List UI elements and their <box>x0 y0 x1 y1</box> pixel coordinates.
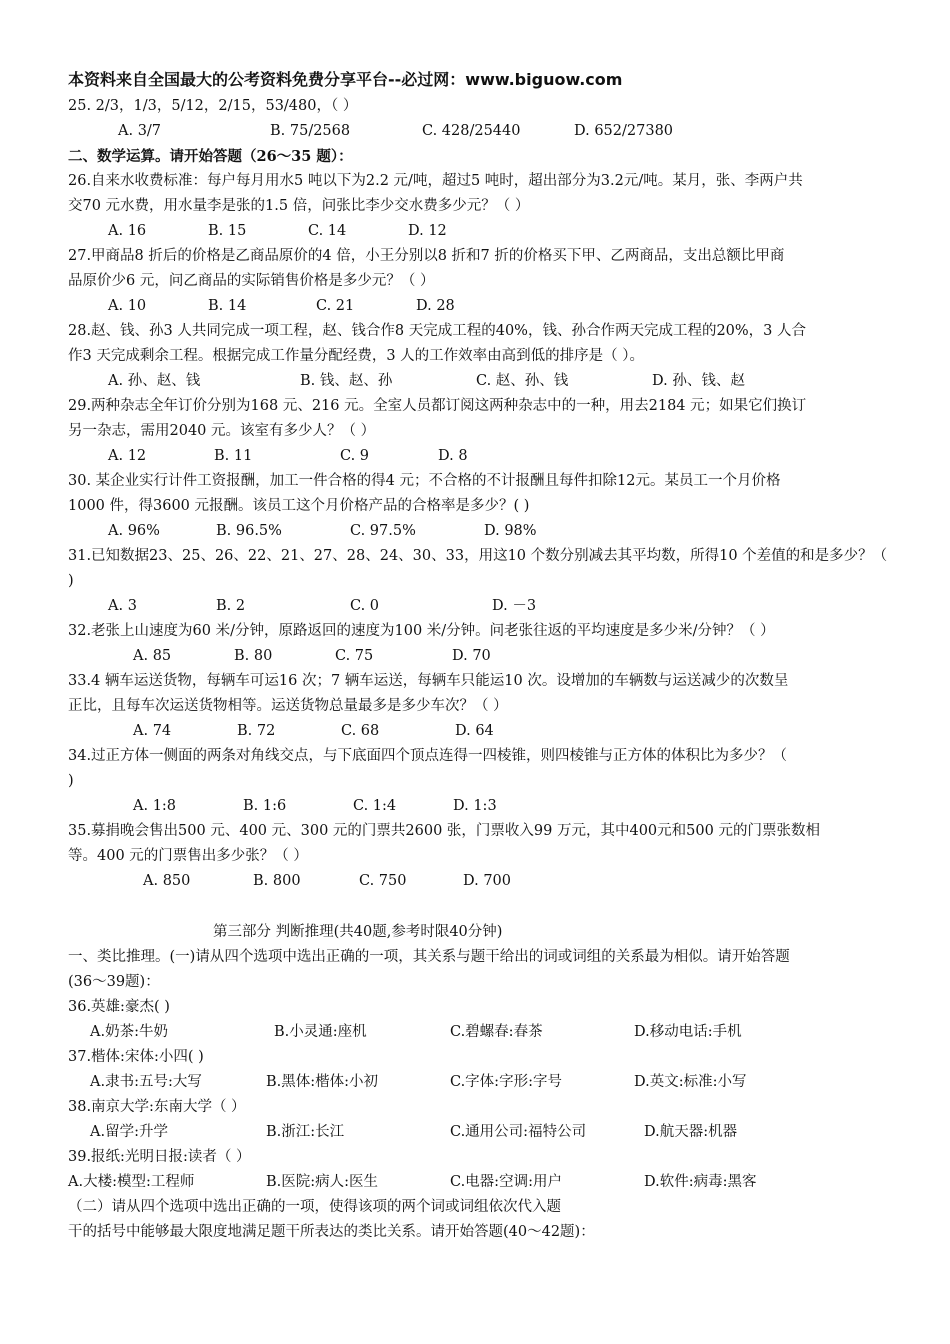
option-d: D. 孙、钱、赵 <box>652 373 745 389</box>
question-31-options <box>68 594 888 619</box>
option-d: D.移动电话:手机 <box>634 1024 742 1040</box>
option-a: A. 850 <box>143 873 191 889</box>
question-33-options <box>68 719 888 744</box>
option-a: A.留学:升学 <box>90 1124 168 1140</box>
option-b: B. 钱、赵、孙 <box>300 373 393 389</box>
option-a: A. 3 <box>108 598 137 614</box>
question-31-line-1: 31.已知数据23、25、26、22、21、27、28、24、30、33，用这10 个数分别减去其平均数，所得10 个差值的和是多少？（ <box>68 548 888 564</box>
option-a: A. 3/7 <box>118 123 162 139</box>
question-32-line-1: 32.老张上山速度为60 米/分钟，原路返回的速度为100 米/分钟。问老张往返的平均速度是多少米/分钟？（ ） <box>68 623 775 639</box>
option-d: D.软件:病毒:黑客 <box>644 1174 757 1190</box>
question-27-line-1: 27.甲商品8 折后的价格是乙商品原价的4 倍，小王分别以8 折和7 折的价格买下甲、乙两商品，支出总额比甲商 <box>68 248 785 264</box>
question-35-options <box>68 869 888 894</box>
analogy-intro-line-2: (36～39题)： <box>68 974 160 990</box>
option-c: C.电器:空调:用户 <box>450 1174 562 1190</box>
option-c: C. 97.5% <box>350 523 416 539</box>
option-c: C. 21 <box>316 298 355 314</box>
question-30-line-1: 30. 某企业实行计件工资报酬，加工一件合格的得4 元；不合格的不计报酬且每件扣除12元。某员工一个月价格 <box>68 473 781 489</box>
option-c: C. 68 <box>341 723 380 739</box>
option-a: A. 1:8 <box>133 798 177 814</box>
option-b: B. 14 <box>208 298 247 314</box>
section-2-title: 二、数学运算。请开始答题（26～35 题）： <box>68 148 353 165</box>
question-35-line-2: 等。400 元的门票售出多少张？（ ） <box>68 848 308 864</box>
question-38-stem: 38.南京大学:东南大学（ ） <box>68 1099 246 1115</box>
part-3-title: 第三部分 判断推理(共40题,参考时限40分钟) <box>213 924 503 940</box>
option-b: B. 80 <box>234 648 273 664</box>
analogy-intro-2-line-1: （二）请从四个选项中选出正确的一项，使得该项的两个词或词组依次代入题 <box>68 1199 561 1215</box>
question-30-options <box>68 519 888 544</box>
question-27-line-2: 品原价少6 元，问乙商品的实际销售价格是多少元？（ ） <box>68 273 435 289</box>
question-27-options <box>68 294 888 319</box>
question-28-options <box>68 369 888 394</box>
option-c: C.碧螺春:春茶 <box>450 1024 543 1040</box>
question-25-options <box>68 119 888 144</box>
question-32-options <box>68 644 888 669</box>
question-37-stem: 37.楷体:宋体:小四( ) <box>68 1049 204 1065</box>
question-29-line-2: 另一杂志，需用2040 元。该室有多少人？（ ） <box>68 423 376 439</box>
question-39-stem: 39.报纸:光明日报:读者（ ） <box>68 1149 251 1165</box>
option-d: D. 12 <box>408 223 447 239</box>
option-d: D. 64 <box>455 723 494 739</box>
option-d: D.英文:标准:小写 <box>634 1074 747 1090</box>
question-30-line-2: 1000 件，得3600 元报酬。该员工这个月价格产品的合格率是多少？( ) <box>68 498 530 514</box>
question-39-options <box>68 1170 888 1195</box>
question-34-options <box>68 794 888 819</box>
option-c: C. 赵、孙、钱 <box>476 373 569 389</box>
option-d: D. 700 <box>463 873 512 889</box>
question-33-line-2: 正比，且每车次运送货物相等。运送货物总量最多是多少车次？（ ） <box>68 698 508 714</box>
option-b: B. 72 <box>237 723 276 739</box>
option-a: A.大楼:模型:工程师 <box>68 1174 195 1190</box>
option-d: D.航天器:机器 <box>644 1124 738 1140</box>
spacer <box>68 894 888 920</box>
option-b: B. 11 <box>214 448 253 464</box>
question-38-options <box>68 1120 888 1145</box>
option-a: A. 74 <box>133 723 172 739</box>
option-a: A. 16 <box>108 223 147 239</box>
analogy-intro-2-line-2: 干的括号中能够最大限度地满足题干所表达的类比关系。请开始答题(40～42题)： <box>68 1224 595 1240</box>
option-a: A.奶茶:牛奶 <box>90 1024 168 1040</box>
question-35-line-1: 35.募捐晚会售出500 元、400 元、300 元的门票共2600 张，门票收入99 万元，其中400元和500 元的门票张数相 <box>68 823 820 839</box>
option-d: D. 70 <box>452 648 491 664</box>
option-a: A. 12 <box>108 448 147 464</box>
option-a: A.隶书:五号:大写 <box>90 1074 202 1090</box>
option-b: B. 2 <box>216 598 246 614</box>
question-28-line-1: 28.赵、钱、孙3 人共同完成一项工程，赵、钱合作8 天完成工程的40%，钱、孙合作两天完成工程的20%，3 人合 <box>68 323 807 339</box>
question-26-line-2: 交70 元水费，用水量李是张的1.5 倍，问张比李少交水费多少元？（ ） <box>68 198 530 214</box>
option-c: C. 75 <box>335 648 374 664</box>
option-b: B.小灵通:座机 <box>274 1024 367 1040</box>
option-c: C. 14 <box>308 223 347 239</box>
option-d: D. 652/27380 <box>574 123 674 139</box>
option-a: A. 孙、赵、钱 <box>108 373 201 389</box>
question-25-stem: 25. 2/3，1/3，5/12，2/15，53/480，（ ） <box>68 98 358 114</box>
option-c: C. 9 <box>340 448 370 464</box>
question-37-options <box>68 1070 888 1095</box>
option-d: D. 8 <box>438 448 468 464</box>
question-36-options <box>68 1020 888 1045</box>
option-b: B. 800 <box>253 873 301 889</box>
document-page <box>68 66 888 1245</box>
question-29-line-1: 29.两种杂志全年订价分别为168 元、216 元。全室人员都订阅这两种杂志中的一种，用去2184 元；如果它们换订 <box>68 398 807 414</box>
option-d: D. 28 <box>416 298 455 314</box>
question-36-stem: 36.英雄:豪杰( ) <box>68 999 170 1015</box>
option-c: C. 1:4 <box>353 798 397 814</box>
option-b: B. 96.5% <box>216 523 282 539</box>
option-b: B. 75/2568 <box>270 123 351 139</box>
option-d: D. 1:3 <box>453 798 497 814</box>
question-31-line-2: ) <box>68 573 74 589</box>
option-d: D. －3 <box>492 598 537 614</box>
option-d: D. 98% <box>484 523 537 539</box>
analogy-intro-line-1: 一、类比推理。(一)请从四个选项中选出正确的一项，其关系与题干给出的词或词组的关系最为相似。请开始答题 <box>68 949 790 965</box>
source-header: 本资料来自全国最大的公考资料免费分享平台--必过网：www.biguow.com <box>68 70 623 89</box>
question-26-options <box>68 219 888 244</box>
question-34-line-2: ) <box>68 773 74 789</box>
option-a: A. 10 <box>108 298 147 314</box>
option-b: B.浙江:长江 <box>266 1124 345 1140</box>
option-a: A. 85 <box>133 648 172 664</box>
option-b: B.医院:病人:医生 <box>266 1174 379 1190</box>
option-c: C. 0 <box>350 598 380 614</box>
option-c: C.字体:字形:字号 <box>450 1074 562 1090</box>
question-29-options <box>68 444 888 469</box>
question-33-line-1: 33.4 辆车运送货物，每辆车可运16 次；7 辆车运送，每辆车只能运10 次。设增加的车辆数与运送减少的次数呈 <box>68 673 789 689</box>
option-c: C. 428/25440 <box>422 123 521 139</box>
option-a: A. 96% <box>108 523 160 539</box>
question-26-line-1: 26.自来水收费标准：每户每月用水5 吨以下为2.2 元/吨，超过5 吨时，超出部分为3.2元/吨。某月，张、李两户共 <box>68 173 803 189</box>
option-c: C.通用公司:福特公司 <box>450 1124 587 1140</box>
option-b: B. 1:6 <box>243 798 287 814</box>
question-34-line-1: 34.过正方体一侧面的两条对角线交点，与下底面四个顶点连得一四棱锥，则四棱锥与正方体的体积比为多少？（ <box>68 748 788 764</box>
option-b: B.黑体:楷体:小初 <box>266 1074 379 1090</box>
option-b: B. 15 <box>208 223 247 239</box>
option-c: C. 750 <box>359 873 407 889</box>
question-28-line-2: 作3 天完成剩余工程。根据完成工作量分配经费，3 人的工作效率由高到低的排序是（ ）。 <box>68 348 645 364</box>
